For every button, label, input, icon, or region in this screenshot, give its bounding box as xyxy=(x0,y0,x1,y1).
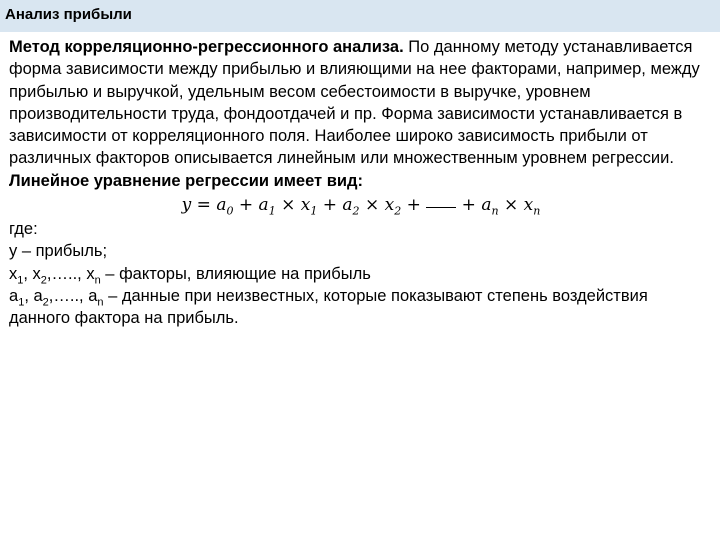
where-label: где: xyxy=(9,220,38,239)
title-bar xyxy=(0,0,720,32)
method-description: По данному методу устанавливается форма зависимости между прибылью и влияющими на нее факторами, например, между прибылью и выручкой, удельным весом себестоимости в выручке, уровнем производительности труда, фондоотдачей и пр. Форма зависимости устанавливается в зависимости от корреляционного поля. Наиболее широко зависимость прибыли от различных факторов описывается линейным или множественным уровнем регрессии. xyxy=(9,38,700,168)
y-definition: y – прибыль; xyxy=(9,242,108,261)
slide-body xyxy=(9,36,713,330)
formula-blank xyxy=(426,197,456,208)
regression-formula: $y = a_0 + a_1 \times x_1 + a_2 \times x_2$ + + $a_n \times x_n$ xyxy=(181,195,541,218)
intro-paragraph xyxy=(9,36,713,170)
slide-title: Анализ прибыли xyxy=(5,6,132,23)
a-definition: $a_1$, $a_2,\dots$.., $a_n$ – данные при неизвестных, которые показывают степень воздействия данного фактора на прибыль. xyxy=(9,286,648,328)
x-definition: $x_1$, $x_2,\dots$.., $x_n$ – факторы, влияющие на прибыль xyxy=(9,264,371,286)
method-heading: Метод корреляционно-регрессионного анализа. xyxy=(9,38,404,56)
equation-heading: Линейное уравнение регрессии имеет вид: xyxy=(9,171,363,190)
